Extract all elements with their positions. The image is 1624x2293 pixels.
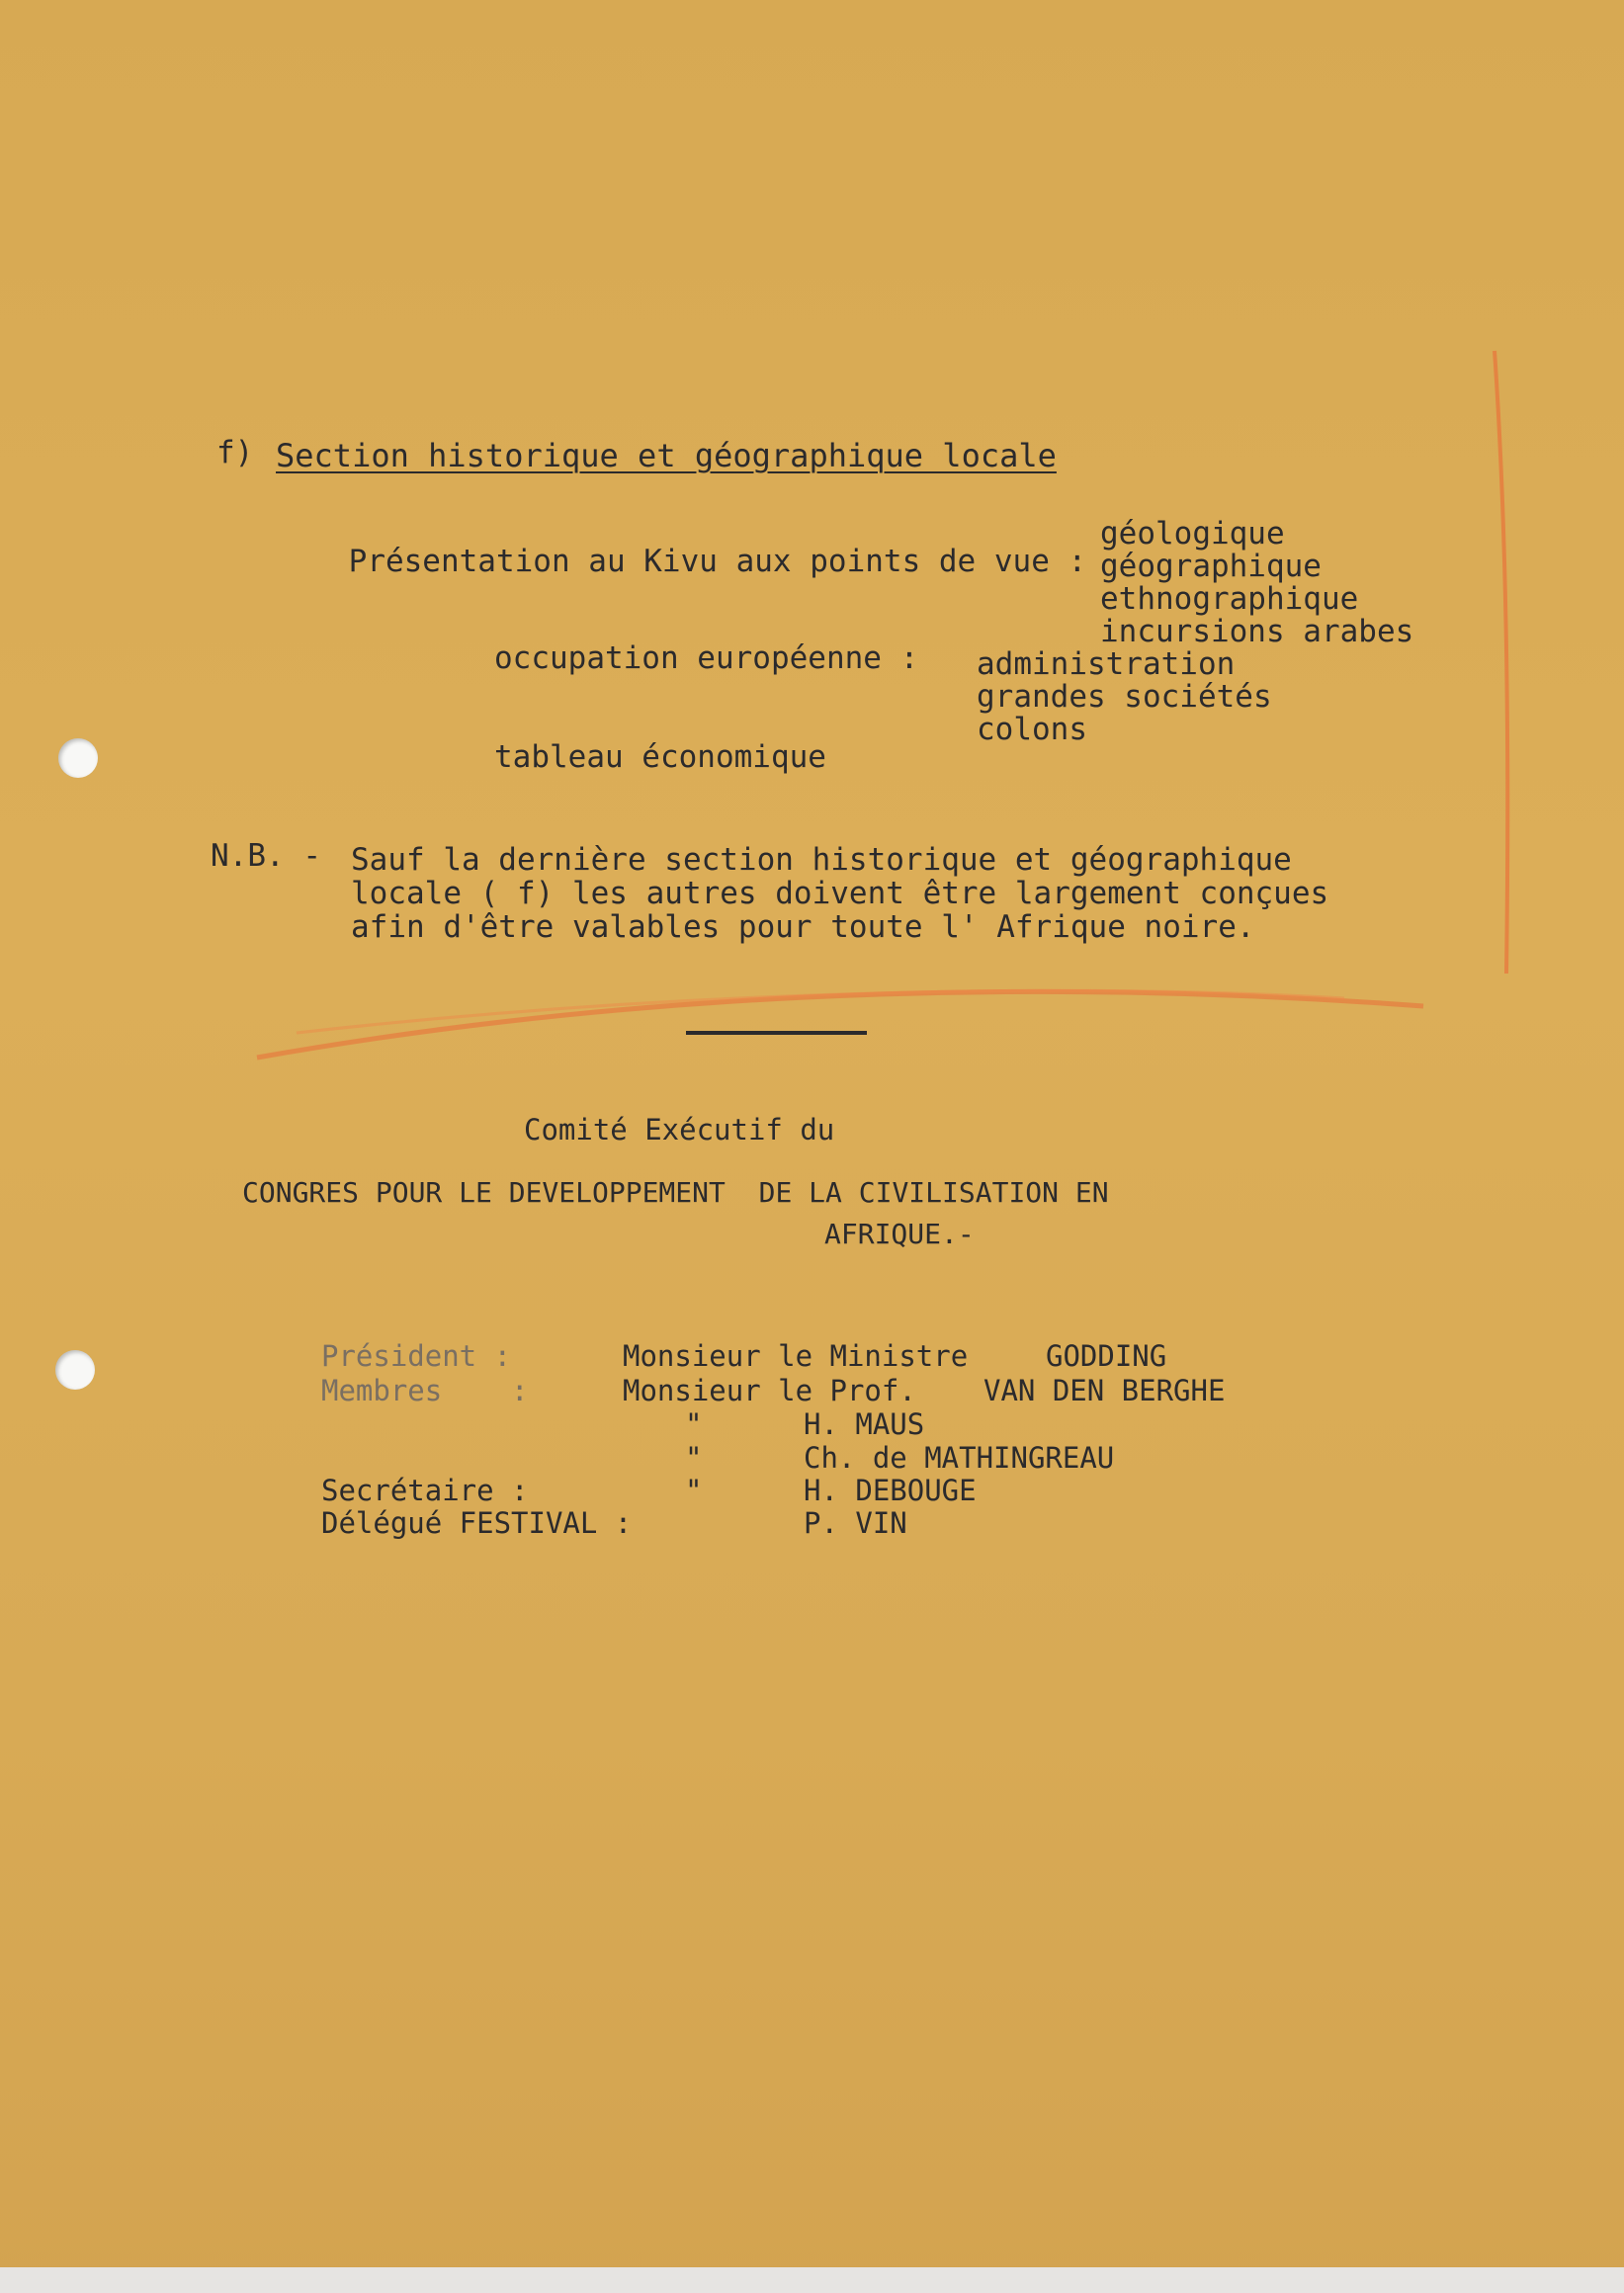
note-line: locale ( f) les autres doivent être largement conçues [351,876,1329,911]
member-name: H. MAUS [804,1407,925,1441]
point-de-vue-item: ethnographique [1100,581,1359,617]
member-title: Monsieur le Ministre [623,1339,969,1373]
presentation-label [275,511,1086,612]
member-title: " [685,1474,703,1507]
member-role: Délégué FESTIVAL : [321,1506,633,1540]
occupation-item: administration [977,646,1236,682]
note-line: afin d'être valables pour toute l' Afrique noire. [351,909,1255,945]
member-name: P. VIN [804,1506,907,1540]
congress-line: CONGRES POUR LE DEVELOPPEMENT DE LA CIVILISATION EN [242,1176,1109,1209]
committee-heading: Comité Exécutif du [524,1113,835,1146]
separator-line [686,1031,867,1035]
member-title: " [685,1441,703,1475]
note-line: Sauf la dernière section historique et géographique [351,842,1292,878]
member-name: GODDING [1046,1339,1167,1373]
congress-line: AFRIQUE.- [824,1218,975,1250]
note-label: N.B. - [211,838,321,874]
punch-hole-top [58,738,98,778]
member-name: VAN DEN BERGHE [983,1374,1226,1407]
occupation-item: grandes sociétés [977,679,1272,715]
point-de-vue-item: incursions arabes [1100,614,1414,649]
member-name: H. DEBOUGE [804,1474,977,1507]
member-name: Ch. de MATHINGREAU [804,1441,1115,1475]
occupation-label: occupation européenne : [494,640,919,676]
point-de-vue-item: géographique [1100,549,1322,584]
member-role: Secrétaire : [321,1474,529,1507]
member-role: Président : [321,1339,512,1373]
member-title: Monsieur le Prof. [623,1374,916,1407]
section-title: Section historique et géographique locale [276,437,1057,474]
punch-hole-bottom [55,1350,95,1390]
point-de-vue-item: géologique [1100,516,1285,552]
member-title: " [685,1407,703,1441]
occupation-item: colons [977,712,1087,747]
presentation-text: Présentation au Kivu aux points de vue : [348,544,1087,579]
tableau-economique: tableau économique [494,739,826,775]
member-role: Membres : [321,1374,529,1407]
scan-bottom-edge [0,2267,1624,2293]
section-marker: f) [216,435,254,470]
